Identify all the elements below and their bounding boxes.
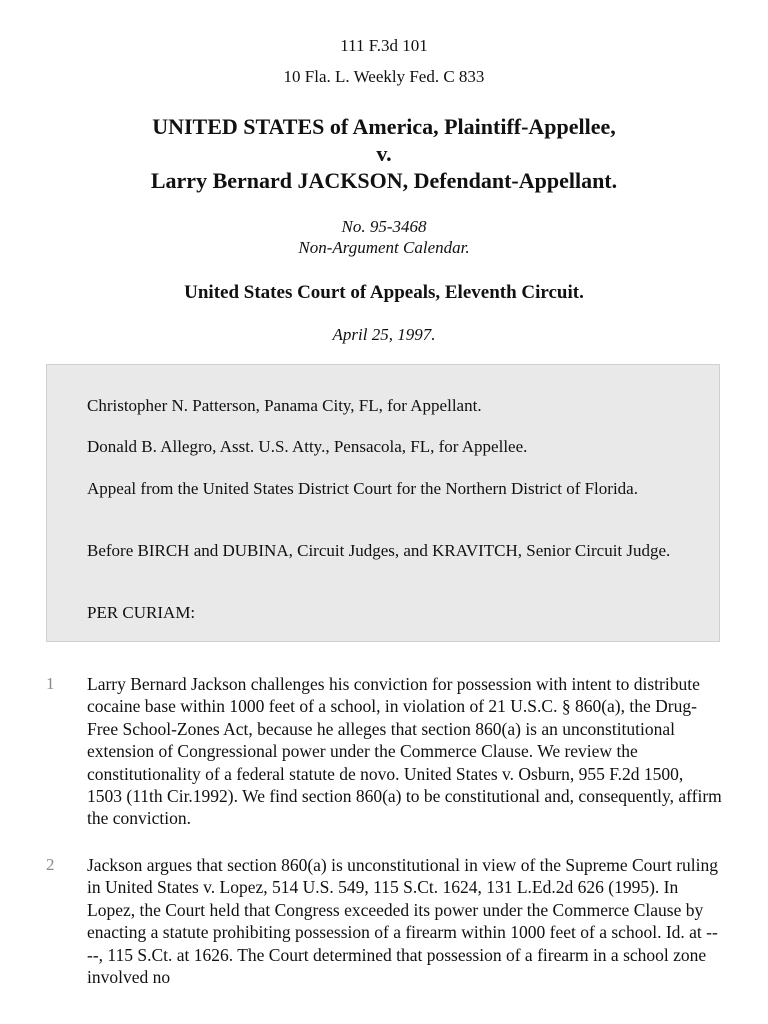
reporter-citation: 111 F.3d 101 xyxy=(340,36,428,55)
paragraph-text: Jackson argues that section 860(a) is unconstitutional in view of the Supreme Court ruling in United States v. Lopez, 514 U.S. 549, 115 S.Ct. 1624, 131 L.Ed.2d 626 (1995). In Lopez, the Court held that Congress exceeded its power under the Commerce Clause by enacting a statute prohibiting possession of a firearm within 1000 feet of a school. Id. at ----, 115 S.Ct. at 1626. The Court determined that possession of a firearm in a school zone involved no xyxy=(87,855,719,988)
judges-panel: Before BIRCH and DUBINA, Circuit Judges, and KRAVITCH, Senior Circuit Judge. xyxy=(87,541,671,560)
paragraph-number: 2 xyxy=(46,855,55,874)
defendant-line: Larry Bernard JACKSON, Defendant-Appellant. xyxy=(150,168,618,193)
court-name: United States Court of Appeals, Eleventh Circuit. xyxy=(184,282,584,303)
docket-number: No. 95-3468 xyxy=(341,217,427,236)
docket-info xyxy=(0,216,768,258)
appellee-counsel: Donald B. Allegro, Asst. U.S. Atty., Pensacola, FL, for Appellee. xyxy=(87,437,528,456)
paragraph-number: 1 xyxy=(46,674,55,693)
calendar-type: Non-Argument Calendar. xyxy=(298,238,470,257)
versus-line: v. xyxy=(376,141,392,166)
weekly-citation: 10 Fla. L. Weekly Fed. C 833 xyxy=(283,67,485,86)
appeal-origin: Appeal from the United States District Court for the Northern District of Florida. xyxy=(87,479,638,498)
plaintiff-line: UNITED STATES of America, Plaintiff-Appellee, xyxy=(152,114,616,139)
decision-date: April 25, 1997. xyxy=(332,325,436,344)
appellant-counsel: Christopher N. Patterson, Panama City, FL, for Appellant. xyxy=(87,396,482,415)
per-curiam: PER CURIAM: xyxy=(87,603,196,622)
counsel-box xyxy=(46,364,720,642)
paragraph-text: Larry Bernard Jackson challenges his conviction for possession with intent to distribute cocaine base within 1000 feet of a school, in violation of 21 U.S.C. § 860(a), the Drug-Free School-Zones Act, because he alleges that section 860(a) is an unconstitutional extension of Congressional power under the Commerce Clause. We review the constitutionality of a federal statute de novo. United States v. Osburn, 955 F.2d 1500, 1503 (11th Cir.1992). We find section 860(a) to be constitutional and, consequently, affirm the conviction. xyxy=(87,674,722,829)
case-caption xyxy=(0,113,768,194)
